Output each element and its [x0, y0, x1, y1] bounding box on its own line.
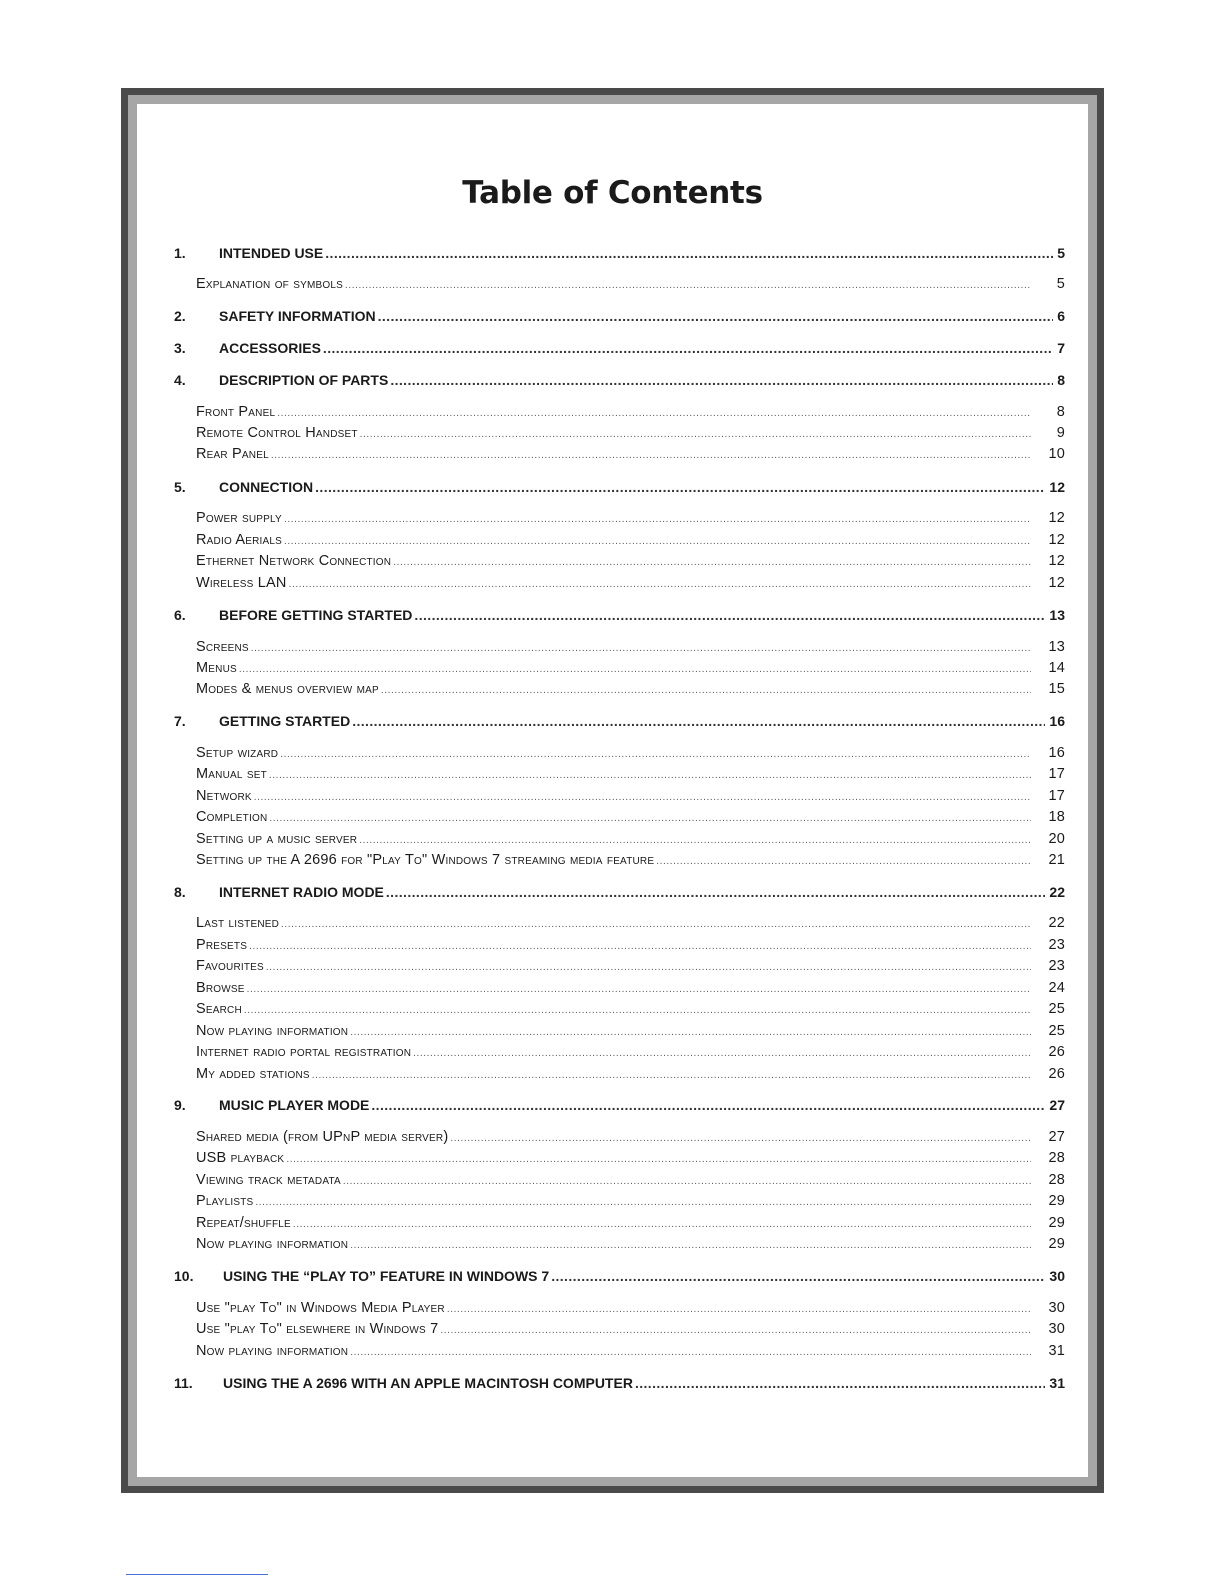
- page-number: 21: [1048, 852, 1065, 868]
- section-title: DESCRIPTION OF PARTS: [219, 372, 389, 388]
- page-number: 29: [1048, 1193, 1065, 1209]
- toc-subsection[interactable]: [196, 553, 1065, 569]
- toc-subsection[interactable]: [196, 404, 1065, 420]
- toc-section-8[interactable]: [174, 884, 1065, 900]
- section-title: INTERNET RADIO MODE: [219, 884, 384, 900]
- subsection-title: USB playback: [196, 1150, 285, 1166]
- dot-leader: [635, 1375, 1045, 1391]
- page-number: 22: [1049, 884, 1065, 900]
- subsection-title: Favourites: [196, 958, 264, 974]
- page-number: 15: [1048, 681, 1065, 697]
- section-title: MUSIC PLAYER MODE: [219, 1097, 370, 1113]
- dot-leader: [381, 685, 1031, 696]
- toc-subsection[interactable]: [196, 1172, 1065, 1188]
- toc-subsection[interactable]: [196, 788, 1065, 804]
- toc-subsection[interactable]: [196, 532, 1065, 548]
- section-number: 7.: [174, 713, 186, 729]
- section-title: ACCESSORIES: [219, 340, 321, 356]
- dot-leader: [254, 792, 1031, 803]
- page-number: 17: [1048, 788, 1065, 804]
- page-number: 28: [1048, 1150, 1065, 1166]
- page-number: 6: [1057, 308, 1065, 324]
- section-title: BEFORE GETTING STARTED: [219, 607, 413, 623]
- dot-leader: [247, 984, 1031, 995]
- toc-section-11[interactable]: [174, 1375, 1065, 1391]
- subsection-title: Wireless LAN: [196, 575, 287, 591]
- section-title: GETTING STARTED: [219, 713, 351, 729]
- section-number: 2.: [174, 308, 186, 324]
- toc-subsection[interactable]: [196, 766, 1065, 782]
- page-number: 5: [1057, 245, 1065, 261]
- dot-leader: [271, 450, 1031, 461]
- dot-leader: [289, 579, 1031, 590]
- dot-leader: [277, 408, 1031, 419]
- subsection-title: Now playing information: [196, 1236, 349, 1252]
- page-number: 8: [1057, 372, 1065, 388]
- toc-section-5[interactable]: [174, 479, 1065, 495]
- toc-subsection[interactable]: [196, 1023, 1065, 1039]
- subsection-title: Setting up the A 2696 for "Play To" Windows 7 streaming media feature: [196, 852, 655, 868]
- section-number: 4.: [174, 372, 186, 388]
- dot-leader: [239, 664, 1031, 675]
- dot-leader: [656, 856, 1031, 867]
- dot-leader: [269, 770, 1031, 781]
- toc-subsection[interactable]: [196, 681, 1065, 697]
- toc-subsection[interactable]: [196, 660, 1065, 676]
- page-number: 30: [1049, 1268, 1065, 1284]
- toc-subsection[interactable]: [196, 980, 1065, 996]
- page-number: 12: [1048, 532, 1065, 548]
- dot-leader: [325, 245, 1053, 261]
- subsection-title: Playlists: [196, 1193, 254, 1209]
- subsection-title: Setup wizard: [196, 745, 279, 761]
- dot-leader: [359, 835, 1031, 846]
- dot-leader: [323, 340, 1053, 356]
- dot-leader: [255, 1197, 1031, 1208]
- section-number: 6.: [174, 607, 186, 623]
- page-number: 17: [1048, 766, 1065, 782]
- page-number: 29: [1048, 1236, 1065, 1252]
- toc-subsection[interactable]: [196, 958, 1065, 974]
- dot-leader: [413, 1048, 1031, 1059]
- toc-subsection[interactable]: [196, 1321, 1065, 1337]
- dot-leader: [284, 514, 1031, 525]
- section-title: INTENDED USE: [219, 245, 324, 261]
- subsection-title: Use "play To" in Windows Media Player: [196, 1300, 445, 1316]
- toc-subsection[interactable]: [196, 1193, 1065, 1209]
- toc-subsection[interactable]: [196, 852, 1065, 868]
- dot-leader: [350, 1347, 1031, 1358]
- subsection-title: Now playing information: [196, 1023, 349, 1039]
- dot-leader: [251, 643, 1031, 654]
- page-number: 26: [1048, 1066, 1065, 1082]
- dot-leader: [450, 1133, 1031, 1144]
- subsection-title: My added stations: [196, 1066, 310, 1082]
- toc-section-3[interactable]: [174, 340, 1065, 356]
- page-number: 30: [1048, 1300, 1065, 1316]
- section-title: CONNECTION: [219, 479, 314, 495]
- page-number: 13: [1049, 607, 1065, 623]
- toc-subsection[interactable]: [196, 809, 1065, 825]
- dot-leader: [352, 713, 1045, 729]
- dot-leader: [281, 919, 1031, 930]
- toc-subsection[interactable]: [196, 937, 1065, 953]
- dot-leader: [350, 1240, 1031, 1251]
- page-number: 23: [1048, 937, 1065, 953]
- subsection-title: Menus: [196, 660, 237, 676]
- subsection-title: Front Panel: [196, 404, 276, 420]
- subsection-title: Repeat/shuffle: [196, 1215, 291, 1231]
- page-number: 13: [1048, 639, 1065, 655]
- page-number: 7: [1057, 340, 1065, 356]
- page-content: [137, 104, 1088, 1477]
- subsection-title: Use "play To" elsewhere in Windows 7: [196, 1321, 439, 1337]
- toc-subsection[interactable]: [196, 915, 1065, 931]
- dot-leader: [386, 884, 1046, 900]
- page-number: 22: [1048, 915, 1065, 931]
- toc-section-4[interactable]: [174, 372, 1065, 388]
- toc-subsection[interactable]: [196, 639, 1065, 655]
- section-number: 10.: [174, 1268, 194, 1284]
- section-title: USING THE A 2696 WITH AN APPLE MACINTOSH COMPUTER: [223, 1375, 633, 1391]
- dot-leader: [345, 280, 1031, 291]
- subsection-title: Shared media (from UPnP media server): [196, 1129, 449, 1145]
- subsection-title: Now playing information: [196, 1343, 349, 1359]
- toc-section-6[interactable]: [174, 607, 1065, 623]
- page-number: 10: [1048, 446, 1065, 462]
- dot-leader: [284, 536, 1031, 547]
- dot-leader: [360, 429, 1031, 440]
- toc-subsection[interactable]: [196, 1066, 1065, 1082]
- page-number: 27: [1048, 1129, 1065, 1145]
- section-number: 5.: [174, 479, 186, 495]
- subsection-title: Rear Panel: [196, 446, 269, 462]
- dot-leader: [293, 1219, 1031, 1230]
- footer-link-underline: [126, 1574, 268, 1575]
- page-number: 5: [1056, 276, 1065, 292]
- page-number: 27: [1049, 1097, 1065, 1113]
- subsection-title: Ethernet Network Connection: [196, 553, 392, 569]
- section-number: 11.: [174, 1375, 193, 1391]
- toc-section-10[interactable]: [174, 1268, 1065, 1284]
- toc-section-1[interactable]: [174, 245, 1065, 261]
- dot-leader: [280, 749, 1031, 760]
- page-number: 14: [1048, 660, 1065, 676]
- section-number: 9.: [174, 1097, 186, 1113]
- toc-section-2[interactable]: [174, 308, 1065, 324]
- section-number: 1.: [174, 245, 186, 261]
- page-number: 12: [1048, 510, 1065, 526]
- section-title: SAFETY INFORMATION: [219, 308, 376, 324]
- dot-leader: [244, 1005, 1031, 1016]
- dot-leader: [315, 479, 1045, 495]
- page-number: 25: [1048, 1001, 1065, 1017]
- page-number: 12: [1049, 479, 1065, 495]
- toc-subsection[interactable]: [196, 831, 1065, 847]
- page-number: 26: [1048, 1044, 1065, 1060]
- dot-leader: [350, 1027, 1031, 1038]
- toc-subsection[interactable]: [196, 446, 1065, 462]
- toc-subsection[interactable]: [196, 1129, 1065, 1145]
- page-number: 31: [1049, 1375, 1065, 1391]
- subsection-title: Explanation of symbols: [196, 276, 343, 292]
- subsection-title: Radio Aerials: [196, 532, 282, 548]
- page-number: 28: [1048, 1172, 1065, 1188]
- toc-subsection[interactable]: [196, 1044, 1065, 1060]
- dot-leader: [378, 308, 1054, 324]
- dot-leader: [343, 1176, 1031, 1187]
- subsection-title: Viewing track metadata: [196, 1172, 341, 1188]
- section-number: 8.: [174, 884, 186, 900]
- toc-subsection[interactable]: [196, 510, 1065, 526]
- toc-subsection[interactable]: [196, 1001, 1065, 1017]
- subsection-title: Modes & menus overview map: [196, 681, 379, 697]
- toc-subsection[interactable]: [196, 745, 1065, 761]
- page-number: 18: [1048, 809, 1065, 825]
- dot-leader: [447, 1304, 1031, 1315]
- page-number: 30: [1048, 1321, 1065, 1337]
- subsection-title: Last listened: [196, 915, 280, 931]
- dot-leader: [371, 1097, 1045, 1113]
- page-number: 9: [1056, 425, 1065, 441]
- toc-subsection[interactable]: [196, 575, 1065, 591]
- subsection-title: Browse: [196, 980, 245, 996]
- page-frame-border: [128, 95, 1097, 1486]
- dot-leader: [440, 1325, 1031, 1336]
- page-frame: [121, 88, 1104, 1493]
- section-number: 3.: [174, 340, 186, 356]
- dot-leader: [390, 372, 1053, 388]
- page-number: 12: [1048, 553, 1065, 569]
- subsection-title: Setting up a music server: [196, 831, 358, 847]
- subsection-title: Completion: [196, 809, 268, 825]
- dot-leader: [266, 962, 1031, 973]
- subsection-title: Power supply: [196, 510, 282, 526]
- subsection-title: Remote Control Handset: [196, 425, 358, 441]
- subsection-title: Presets: [196, 937, 248, 953]
- dot-leader: [269, 813, 1031, 824]
- page-number: 31: [1048, 1343, 1065, 1359]
- page-number: 24: [1048, 980, 1065, 996]
- toc-subsection[interactable]: [196, 1215, 1065, 1231]
- page-title: Table of Contents: [462, 175, 763, 211]
- dot-leader: [249, 941, 1031, 952]
- page-number: 23: [1048, 958, 1065, 974]
- dot-leader: [551, 1268, 1045, 1284]
- subsection-title: Search: [196, 1001, 242, 1017]
- toc-subsection[interactable]: [196, 1300, 1065, 1316]
- toc-subsection[interactable]: [196, 425, 1065, 441]
- page-number: 25: [1048, 1023, 1065, 1039]
- page-number: 8: [1056, 404, 1065, 420]
- subsection-title: Internet radio portal registration: [196, 1044, 412, 1060]
- toc-section-9[interactable]: [174, 1097, 1065, 1113]
- toc-subsection[interactable]: [196, 276, 1065, 292]
- section-title: USING THE “PLAY TO” FEATURE IN WINDOWS 7: [223, 1268, 550, 1284]
- toc-subsection[interactable]: [196, 1150, 1065, 1166]
- toc-subsection[interactable]: [196, 1236, 1065, 1252]
- subsection-title: Screens: [196, 639, 249, 655]
- dot-leader: [286, 1154, 1031, 1165]
- subsection-title: Manual set: [196, 766, 267, 782]
- page-number: 16: [1049, 713, 1065, 729]
- page-number: 12: [1048, 575, 1065, 591]
- page-number: 16: [1048, 745, 1065, 761]
- dot-leader: [393, 557, 1031, 568]
- toc-section-7[interactable]: [174, 713, 1065, 729]
- dot-leader: [414, 607, 1045, 623]
- subsection-title: Network: [196, 788, 252, 804]
- dot-leader: [312, 1070, 1031, 1081]
- page-number: 20: [1048, 831, 1065, 847]
- toc-subsection[interactable]: [196, 1343, 1065, 1359]
- page-number: 29: [1048, 1215, 1065, 1231]
